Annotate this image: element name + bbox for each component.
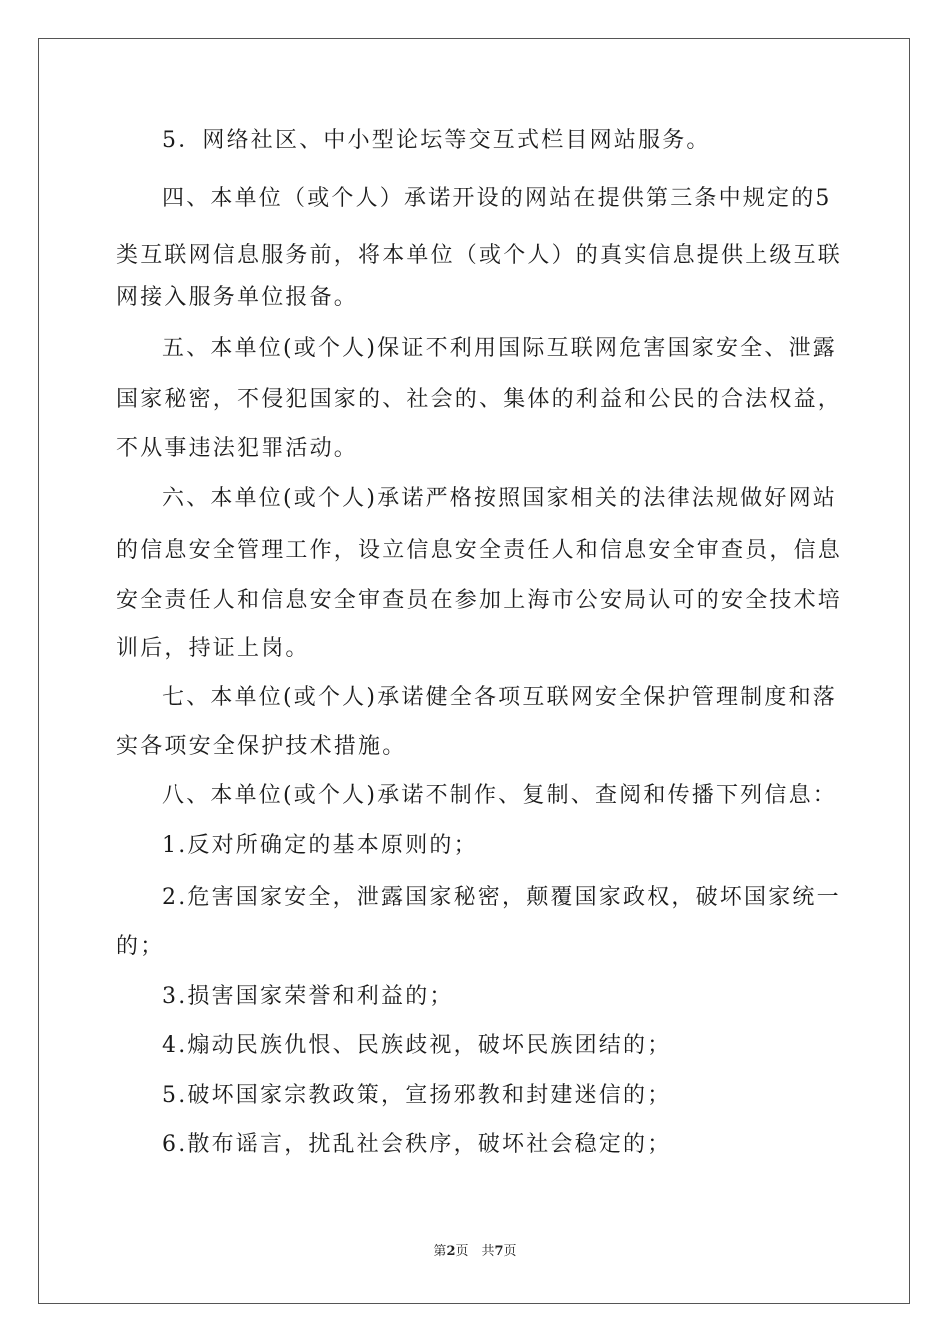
list-item-continuation: 的； — [116, 934, 165, 959]
page-mid: 页 共 — [455, 1244, 495, 1259]
paragraph-line: 类互联网信息服务前，将本单位（或个人）的真实信息提供上级互联 — [116, 243, 843, 268]
paragraph-line: 网接入服务单位报备。 — [116, 285, 359, 310]
page-prefix: 第 — [433, 1244, 447, 1259]
page-number-footer — [0, 1244, 950, 1260]
page-suffix: 页 — [503, 1244, 517, 1259]
paragraph-line: 六、本单位(或个人)承诺严格按照国家相关的法律法规做好网站 — [162, 486, 837, 511]
paragraph-line: 训后，持证上岗。 — [116, 636, 310, 661]
paragraph-line: 不从事违法犯罪活动。 — [116, 436, 359, 461]
paragraph-line: 八、本单位(或个人)承诺不制作、复制、查阅和传播下列信息： — [162, 783, 837, 808]
current-page-number: 2 — [446, 1244, 456, 1259]
total-page-number: 7 — [494, 1244, 504, 1259]
list-item: 2.危害国家安全，泄露国家秘密，颠覆国家政权，破坏国家统一 — [162, 885, 841, 910]
paragraph-line: 七、本单位(或个人)承诺健全各项互联网安全保护管理制度和落 — [162, 685, 837, 710]
paragraph-line: 的信息安全管理工作，设立信息安全责任人和信息安全审查员，信息 — [116, 538, 843, 563]
paragraph-line: 安全责任人和信息安全审查员在参加上海市公安局认可的安全技术培 — [116, 588, 843, 613]
page-border — [38, 38, 910, 1304]
list-item: 1.反对所确定的基本原则的； — [162, 833, 478, 858]
paragraph-line: 实各项安全保护技术措施。 — [116, 734, 407, 759]
paragraph-line: 四、本单位（或个人）承诺开设的网站在提供第三条中规定的5 — [162, 186, 832, 211]
list-item: 6.散布谣言，扰乱社会秩序，破坏社会稳定的； — [162, 1132, 672, 1157]
list-item: 3.损害国家荣誉和利益的； — [162, 984, 454, 1009]
paragraph-line: 国家秘密，不侵犯国家的、社会的、集体的利益和公民的合法权益， — [116, 387, 843, 412]
list-item: 5.破坏国家宗教政策，宣扬邪教和封建迷信的； — [162, 1083, 672, 1108]
list-item: 4.煽动民族仇恨、民族歧视，破坏民族团结的； — [162, 1033, 672, 1058]
paragraph-line: 五、本单位(或个人)保证不利用国际互联网危害国家安全、泄露 — [162, 336, 837, 361]
paragraph-line: 5．网络社区、中小型论坛等交互式栏目网站服务。 — [162, 128, 711, 153]
